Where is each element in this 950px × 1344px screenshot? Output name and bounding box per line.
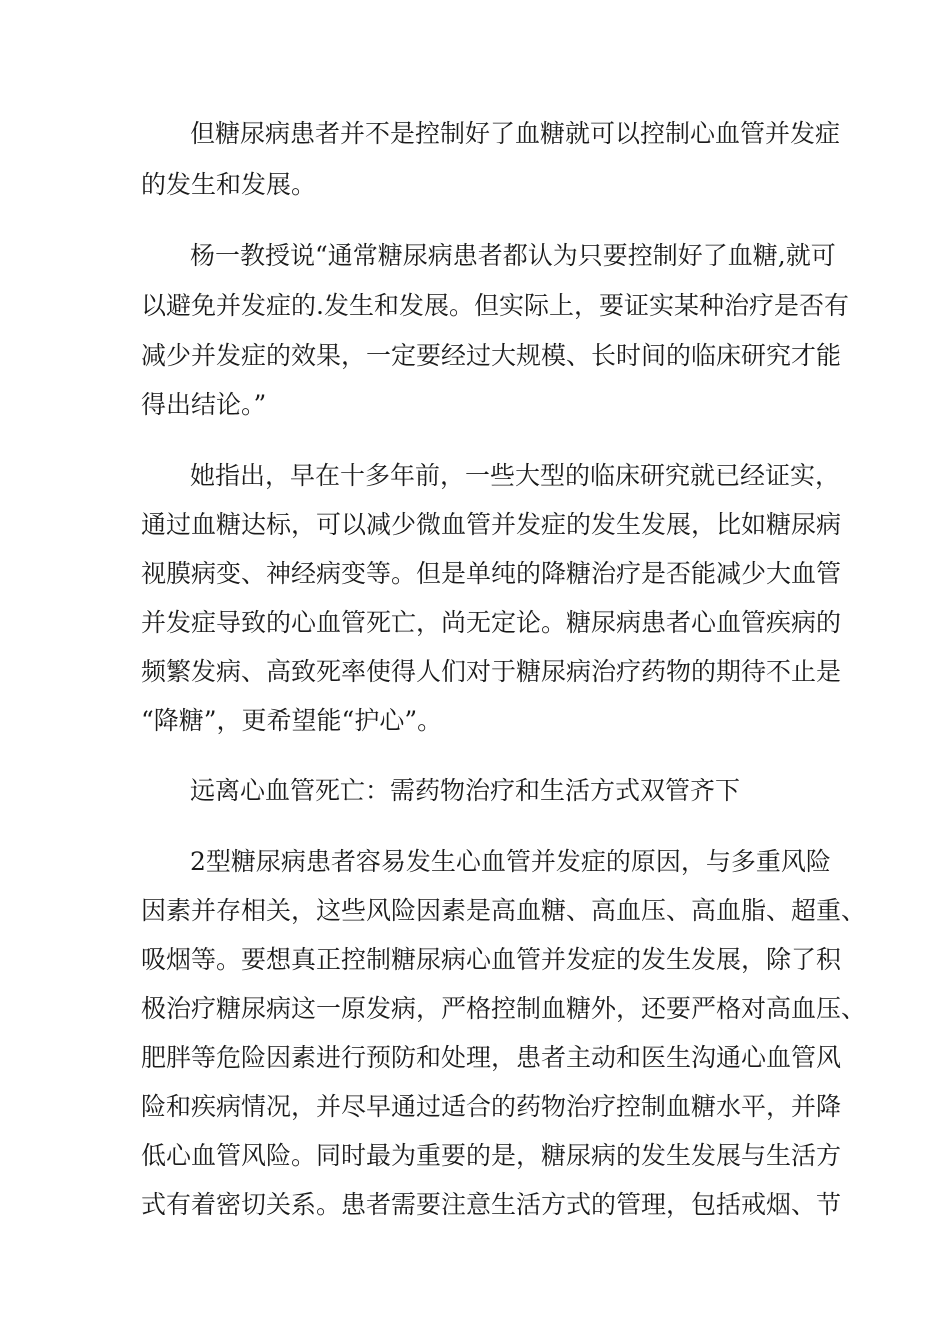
text-line: 并发症导致的心血管死亡，尚无定论。糖尿病患者心血管疾病的 [141, 608, 842, 637]
text-line: 吸烟等。要想真正控制糖尿病心血管并发症的发生发展，除了积 [141, 945, 842, 974]
text-line: 远离心血管死亡：需药物治疗和生活方式双管齐下 [190, 776, 741, 805]
text-line: 因素并存相关，这些风险因素是高血糖、高血压、高血脂、超重、 [141, 896, 867, 925]
text-line: 频繁发病、高致死率使得人们对于糖尿病治疗药物的期待不止是 [141, 657, 842, 686]
text-line: 肥胖等危险因素进行预防和处理，患者主动和医生沟通心血管风 [141, 1043, 842, 1072]
text-line: 得出结论。” [141, 390, 267, 419]
text-line: 她指出，早在十多年前，一些大型的临床研究就已经证实， [190, 461, 841, 490]
text-line: 2型糖尿病患者容易发生心血管并发症的原因，与多重风险 [190, 847, 831, 876]
text-line: 的发生和发展。 [141, 170, 317, 199]
text-line: “降糖”，更希望能“护心”。 [141, 706, 443, 735]
text-line: 减少并发症的效果，一定要经过大规模、长时间的临床研究才能 [141, 341, 842, 370]
text-line: 通过血糖达标，可以减少微血管并发症的发生发展，比如糖尿病 [141, 510, 842, 539]
text-line: 低心血管风险。同时最为重要的是，糖尿病的发生发展与生活方 [141, 1141, 842, 1170]
text-line: 式有着密切关系。患者需要注意生活方式的管理，包括戒烟、节 [141, 1190, 842, 1219]
text-line: 极治疗糖尿病这一原发病，严格控制血糖外，还要严格对高血压、 [141, 994, 867, 1023]
text-line: 但糖尿病患者并不是控制好了血糖就可以控制心血管并发症 [190, 119, 841, 148]
text-line: 险和疾病情况，并尽早通过适合的药物治疗控制血糖水平，并降 [141, 1092, 842, 1121]
text-line: 视膜病变、神经病变等。但是单纯的降糖治疗是否能减少大血管 [141, 559, 842, 588]
text-line: 杨一教授说“通常糖尿病患者都认为只要控制好了血糖,就可 [190, 241, 836, 270]
text-line: 以避免并发症的.发生和发展。但实际上，要证实某种治疗是否有 [141, 291, 849, 320]
